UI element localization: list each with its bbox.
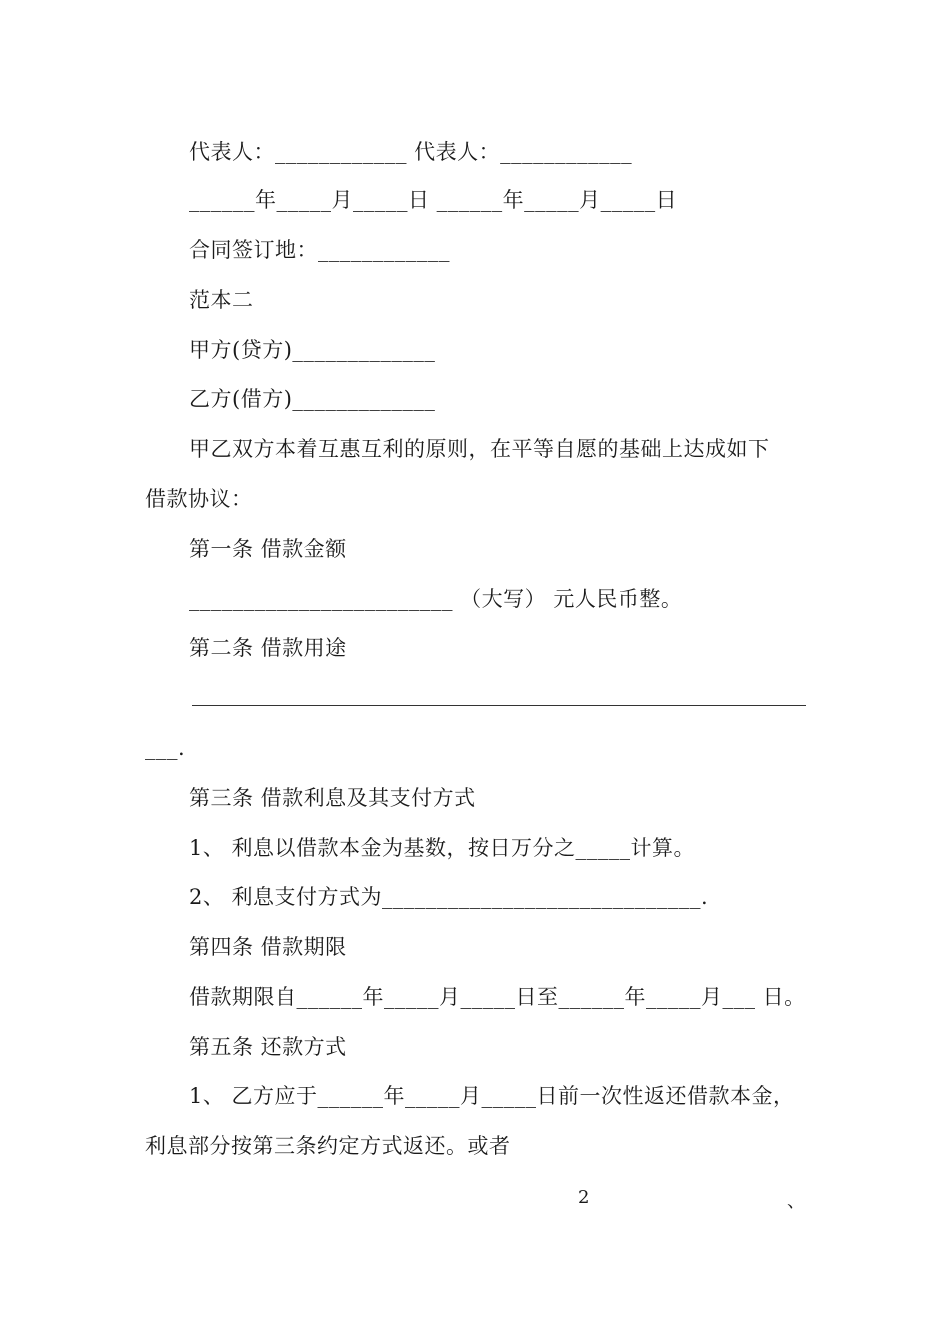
interest-rate-clause: 1、 利息以借款本金为基数，按日万分之_____计算。 [189,836,696,860]
signing-place: 合同签订地：____________ [189,238,450,262]
page-number: 2 [578,1187,590,1208]
signature-dates: ______年_____月_____日 ______年_____月_____日 [189,188,678,212]
article-5-title: 第五条 还款方式 [189,1035,347,1059]
preamble-line-2: 借款协议： [145,487,253,511]
party-b-borrower: 乙方(借方)_____________ [189,387,436,411]
article-1-title: 第一条 借款金额 [189,537,347,561]
article-2-title: 第二条 借款用途 [189,636,347,660]
repayment-clause-line-1: 1、 乙方应于______年_____月_____日前一次性返还借款本金， [189,1084,795,1108]
loan-purpose-blank [192,705,806,706]
signature-representatives: 代表人：____________ 代表人：____________ [189,140,633,164]
party-a-lender: 甲方(贷方)_____________ [189,338,436,362]
section-title-template-two: 范本二 [189,288,254,312]
footer-mark: 、 [787,1191,805,1212]
interest-payment-clause: 2、 利息支付方式为_____________________________. [189,885,709,909]
preamble-line-1: 甲乙双方本着互惠互利的原则，在平等自愿的基础上达成如下 [189,437,770,461]
loan-term-clause: 借款期限自______年_____月_____日至______年_____月___ 日。 [189,985,806,1009]
loan-amount-line: ________________________ （大写） 元人民币整。 [189,587,683,611]
loan-purpose-end: ___. [145,736,186,760]
article-3-title: 第三条 借款利息及其支付方式 [189,786,476,810]
article-4-title: 第四条 借款期限 [189,935,347,959]
repayment-clause-line-2: 利息部分按第三条约定方式返还。或者 [145,1134,511,1158]
